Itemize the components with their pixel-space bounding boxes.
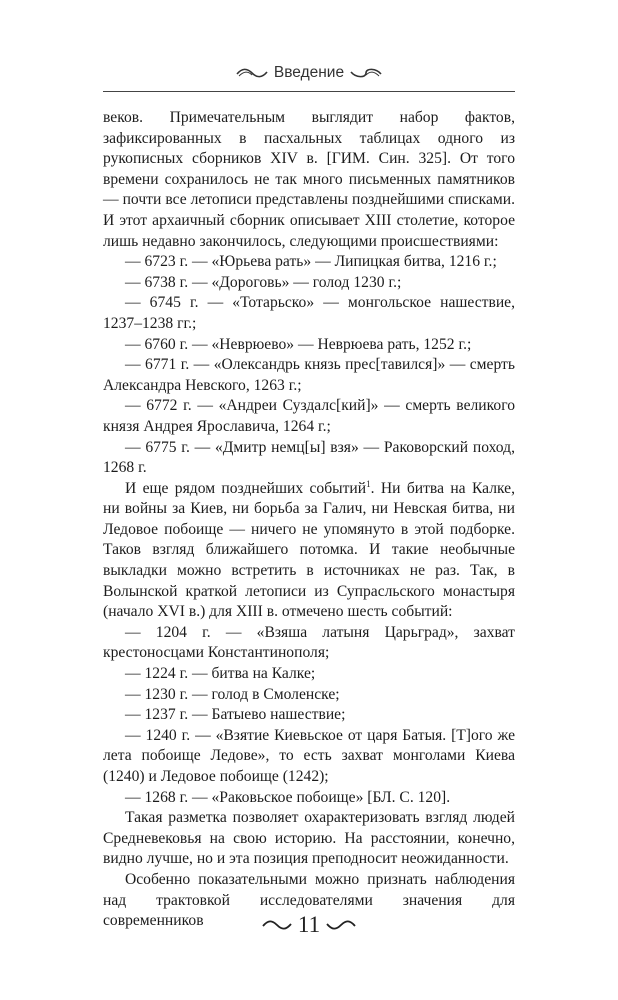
paragraph-2-rest: . Ни битва на Калке, ни войны за Киев, ни борьба за Галич, ни Невская битва, ни Ледовое побоище — ничего не упомянуто в этой подборке. Таков взгляд ближайшего потомка. И такие необычные выкладки можно встретить в источниках не раз. Так, в Волынской краткой летописи из Супрасльского монастыря (начало XVI в.) для XIII в. отмечено шесть событий: bbox=[103, 479, 515, 621]
list-item: — 6760 г. — «Неврюево» — Неврюева рать, 1252 г.; bbox=[125, 335, 472, 353]
list-item: — 6723 г. — «Юрьева рать» — Липицкая битва, 1216 г.; bbox=[125, 253, 497, 271]
header-title: Введение bbox=[273, 64, 345, 81]
paragraph-3: Такая разметка позволяет охарактеризовать взгляд людей Средневековья на свою историю. На расстоянии, конечно, видно лучше, но и эта позиция преподносит неожиданности. bbox=[103, 809, 515, 868]
list-item: — 1224 г. — битва на Калке; bbox=[125, 665, 316, 683]
left-ornament-icon bbox=[236, 67, 268, 79]
running-header bbox=[0, 64, 618, 82]
footnote-ref: 1 bbox=[366, 478, 371, 489]
left-ornament-icon bbox=[262, 919, 292, 931]
paragraph-4: Особенно показательными можно признать наблюдения над трактовкой исследователями значения для современников bbox=[103, 870, 515, 930]
list-item: — 1268 г. — «Раковьское побоище» [БЛ. С. 120]. bbox=[125, 788, 451, 806]
page-number: 11 bbox=[297, 912, 321, 937]
list-item: — 1237 г. — Батыево нашествие; bbox=[125, 706, 346, 724]
right-ornament-icon bbox=[350, 67, 382, 79]
right-ornament-icon bbox=[326, 919, 356, 931]
list-item: — 1204 г. — «Взяша латыня Царьград», захват крестоносцами Константинополя; bbox=[103, 623, 515, 662]
list-item: — 6772 г. — «Андреи Суздалс[кий]» — смерть великого князя Андрея Ярославича, 1264 г.; bbox=[103, 397, 515, 435]
list-item: — 1240 г. — «Взятие Киевьское от царя Батыя. [Т]ого же лета побоище Ледове», то есть захват монголами Киева (1240) и Ледовое побоище (1242); bbox=[103, 726, 515, 785]
page-footer bbox=[0, 912, 618, 938]
paragraph-2-text: И еще рядом позднейших событий bbox=[125, 479, 367, 497]
list-item: — 6771 г. — «Олександрь князь прес[тавился]» — смерть Александра Невского, 1263 г.; bbox=[103, 356, 515, 394]
list-item: — 6775 г. — «Дмитр немц[ы] взя» — Раковорский поход, 1268 г. bbox=[103, 438, 515, 477]
header-rule bbox=[103, 91, 515, 92]
paragraph-1: веков. Примечательным выглядит набор фактов, зафиксированных в пасхальных таблицах одного из рукописных сборников XIV в. [ГИМ. Син. 325]. От того времени сохранилось не так много письменных памятников — почти все летописи представлены позднейшими списками. И этот архаичный сборник описывает XIII столетие, которое лишь недавно закончилось, следующими происшествиями: bbox=[103, 109, 515, 250]
body-text bbox=[103, 108, 515, 932]
paragraph-2 bbox=[103, 479, 515, 623]
list-item: — 1230 г. — голод в Смоленске; bbox=[125, 685, 340, 703]
list-item: — 6745 г. — «Тотарьско» — монгольское нашествие, 1237–1238 гг.; bbox=[103, 294, 515, 332]
list-item: — 6738 г. — «Дороговь» — голод 1230 г.; bbox=[125, 273, 402, 291]
